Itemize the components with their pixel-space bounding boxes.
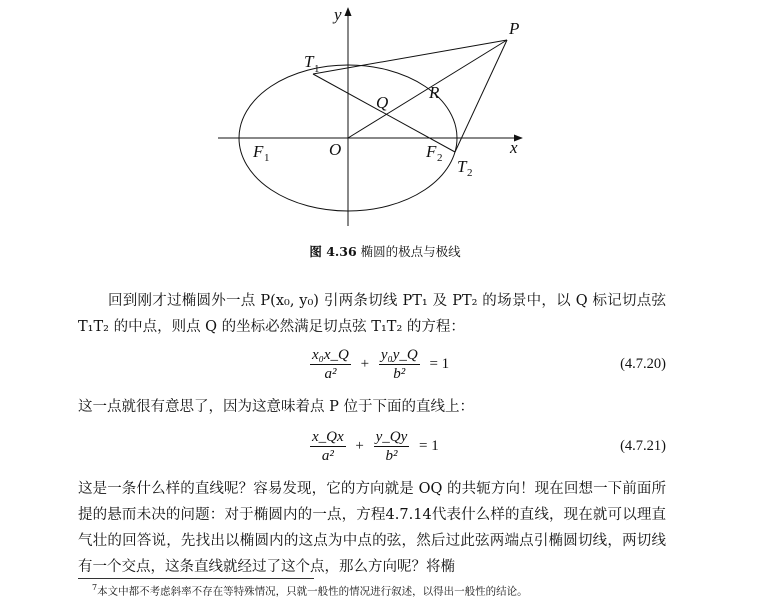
focus-F2-subscript: 2 — [437, 152, 443, 164]
focus-F1-label: F — [253, 142, 264, 161]
focus-F1-subscript: 1 — [264, 152, 270, 164]
footnote-marker: 7 — [92, 583, 98, 592]
eq2-fraction-1 — [310, 428, 346, 465]
eq2-plus: + — [355, 438, 364, 454]
paragraph-3: 这是一条什么样的直线呢？容易发现，它的方向就是 OQ 的共轭方向！现在回想一下前面所提的悬而未决的问题：对于椭圆内的一点，方程4.7.14代表什么样的直线，现在就可以理直气壮的回答说，先找出以椭圆内的这点为中点的弦，然后过此弦两端点引椭圆切线，两切线有一个交点，这条直线就经过了这个点，那么方向呢？将椭 — [78, 481, 666, 575]
eq1-number: (4.7.20) — [620, 356, 666, 372]
figure-caption-text: 椭圆的极点与极线 — [360, 244, 461, 259]
point-R-label: R — [429, 83, 440, 102]
eq2-rhs: = 1 — [419, 438, 439, 454]
footnote-rule — [78, 578, 314, 579]
eq2-frac2-numerator: y_Qy — [375, 429, 408, 445]
eq1-frac2-numerator: y₀y_Q — [380, 347, 418, 363]
footnote — [92, 583, 528, 599]
y-axis-label: y — [334, 5, 342, 24]
eq2-frac1-numerator: x_Qx — [312, 429, 344, 445]
equation-4-7-20 — [78, 346, 666, 386]
ellipse-pole-polar-figure — [200, 0, 540, 238]
eq2-frac2-denominator: b² — [385, 448, 398, 464]
x-axis-label: x — [510, 138, 518, 157]
point-T2-subscript: 2 — [467, 167, 473, 179]
point-P-label: P — [509, 19, 520, 38]
eq2-number: (4.7.21) — [620, 438, 666, 454]
figure-number: 图 4.36 — [309, 244, 357, 259]
eq2-frac1-denominator: a² — [321, 448, 334, 464]
eq1-frac2-denominator: b² — [393, 366, 406, 382]
point-Q-label: Q — [376, 93, 389, 112]
tangent-line-PT2 — [455, 40, 507, 152]
paragraph-1: 回到刚才过椭圆外一点 P(x₀, y₀) 引两条切线 PT₁ 及 PT₂ 的场景中，以 Q 标记切点弦 T₁T₂ 的中点，则点 Q 的坐标必然满足切点弦 T₁T₂ 的方程： — [78, 293, 666, 335]
paragraph-2: 这一点就很有意思了，因为这意味着点 P 位于下面的直线上： — [78, 399, 474, 415]
eq1-rhs: = 1 — [429, 356, 450, 372]
eq1-frac1-denominator: a² — [324, 366, 337, 382]
eq1-fraction-2 — [379, 346, 420, 383]
eq2-fraction-2 — [374, 428, 410, 465]
focus-F2-label: F — [426, 142, 437, 161]
tangent-line-PT1 — [313, 40, 507, 74]
point-T1-label: T — [304, 52, 314, 71]
eq1-fraction-1 — [310, 346, 351, 383]
point-T1-subscript: 1 — [314, 63, 320, 75]
eq1-frac1-numerator: x₀x_Q — [312, 347, 349, 363]
line-OP — [348, 40, 507, 138]
footnote-text: 本文中都不考虑斜率不存在等特殊情况，只就一般性的情况进行叙述，以得出一般性的结论。 — [97, 585, 528, 598]
equation-4-7-21 — [78, 428, 666, 468]
point-T2-label: T — [457, 157, 467, 176]
figure-caption — [0, 242, 770, 260]
eq1-plus: + — [360, 356, 370, 372]
origin-O-label: O — [329, 140, 342, 159]
